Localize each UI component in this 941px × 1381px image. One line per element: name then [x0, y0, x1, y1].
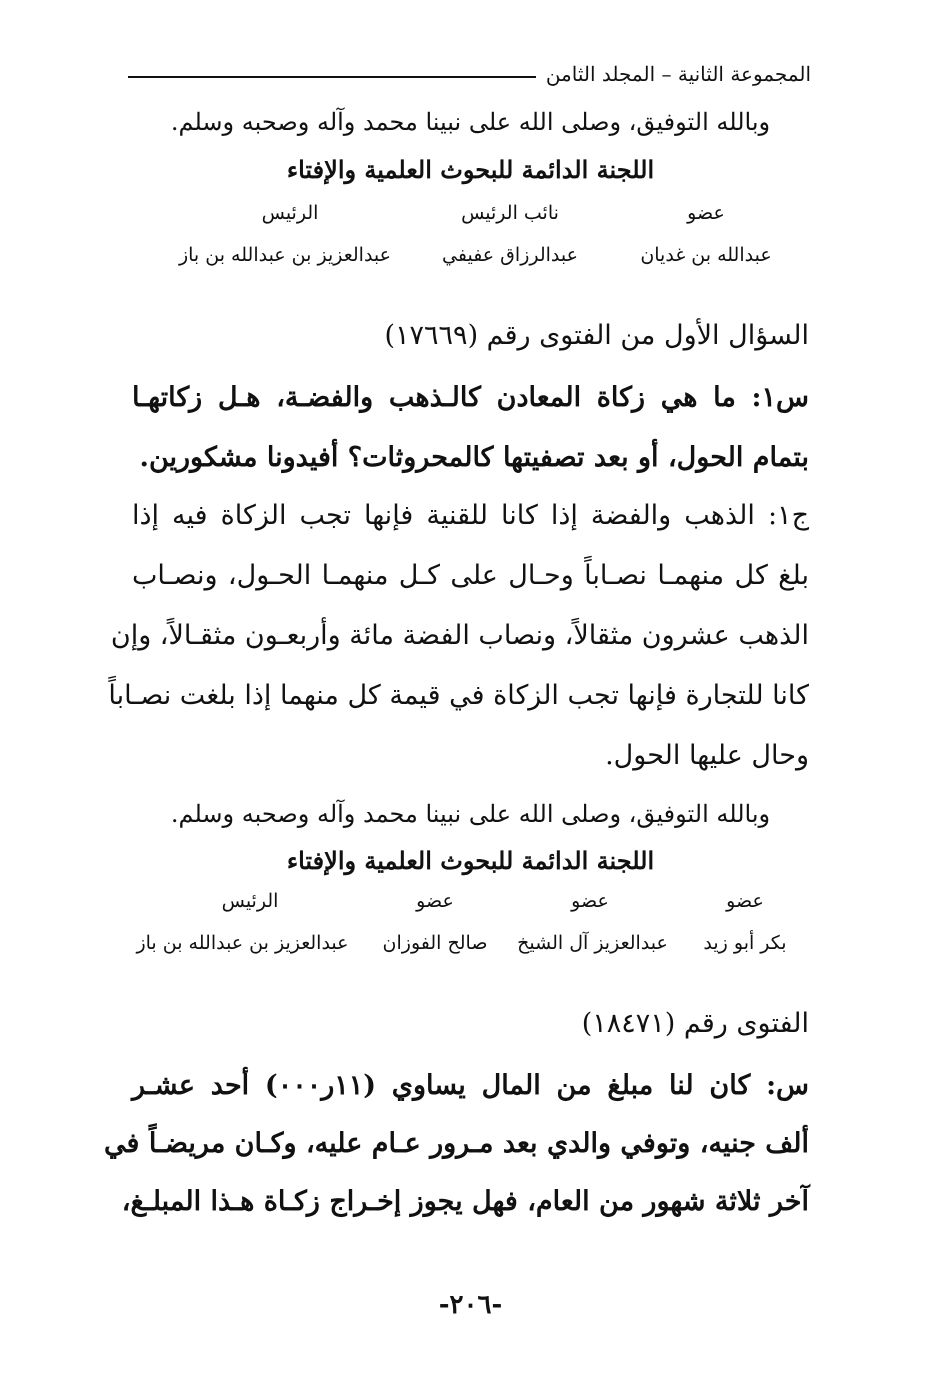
- page-number: -٢٠٦-: [438, 1290, 503, 1320]
- committee-title-2: اللجنة الدائمة للبحوث العلمية والإفتاء: [286, 846, 655, 875]
- signatory-name: عبدالله بن غديان: [640, 244, 772, 266]
- running-header: [128, 56, 811, 92]
- signatory-name: بكر أبو زيد: [703, 932, 787, 954]
- closing-line-1: وبالله التوفيق، وصلى الله على نبينا محمد وآله وصحبه وسلم.: [170, 108, 771, 136]
- signatory-role: عضو: [416, 890, 454, 912]
- running-title: المجموعة الثانية – المجلد الثامن: [545, 62, 811, 86]
- closing-line-2: وبالله التوفيق، وصلى الله على نبينا محمد وآله وصحبه وسلم.: [170, 800, 771, 828]
- signatory-name: عبدالعزيز بن عبدالله بن باز: [136, 932, 349, 954]
- signatory-role: الرئيس: [221, 890, 279, 912]
- signatory-name: عبدالعزيز بن عبدالله بن باز: [178, 244, 392, 266]
- question-line: ألف جنيه، وتوفي والدي بعد مـرور عـام عليه، وكـان مريضـاً في: [104, 1128, 809, 1159]
- question-line: س١: ما هي زكاة المعادن كالـذهب والفضـة، هـل زكاتهـا: [132, 382, 809, 413]
- signatory-role: نائب الرئيس: [461, 202, 559, 224]
- signatory-role: عضو: [726, 890, 764, 912]
- signatory-role: عضو: [571, 890, 609, 912]
- question-line: س: كان لنا مبلغ من المال يساوي (١١ر٠٠٠) أحد عشـر: [132, 1070, 809, 1101]
- signatory-name: عبدالرزاق عفيفي: [442, 244, 578, 266]
- fatwa-heading: الفتوى رقم (١٨٤٧١): [581, 1008, 809, 1039]
- committee-title-1: اللجنة الدائمة للبحوث العلمية والإفتاء: [286, 155, 655, 184]
- answer-line: الذهب عشرون مثقالاً، ونصاب الفضة مائة وأربعـون مثقـالاً، وإن: [110, 620, 809, 651]
- signatory-name: صالح الفوزان: [382, 932, 488, 954]
- answer-line: ج١: الذهب والفضة إذا كانا للقنية فإنها تجب الزكاة فيه إذا: [132, 500, 809, 531]
- signatory-role: عضو: [687, 202, 725, 224]
- question-line: آخر ثلاثة شهور من العام، فهل يجوز إخـراج زكـاة هـذا المبلـغ،: [121, 1186, 809, 1217]
- answer-line: بلغ كل منهمـا نصـاباً وحـال على كـل منهمـا الحـول، ونصـاب: [132, 560, 809, 591]
- answer-line: كانا للتجارة فإنها تجب الزكاة في قيمة كل منهما إذا بلغت نصـاباً: [108, 680, 809, 711]
- signatory-role: الرئيس: [261, 202, 319, 224]
- answer-line: وحال عليها الحول.: [605, 740, 809, 771]
- fatwa-heading: السؤال الأول من الفتوى رقم (١٧٦٦٩): [384, 320, 809, 351]
- header-rule: [128, 76, 536, 78]
- question-line: بتمام الحول، أو بعد تصفيتها كالمحروثات؟ أفيدونا مشكورين.: [139, 442, 809, 473]
- signatory-name: عبدالعزيز آل الشيخ: [517, 932, 668, 954]
